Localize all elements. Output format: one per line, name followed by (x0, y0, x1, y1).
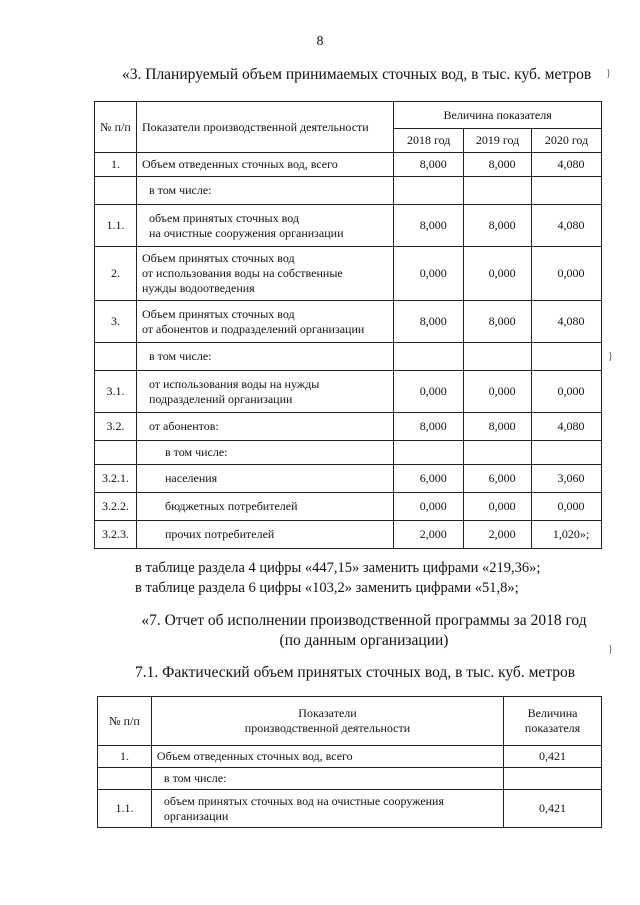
row-number: 3. (95, 301, 137, 343)
col-indicator-header: Показатели производственной деятельности (136, 102, 393, 153)
row-value: 8,000 (464, 301, 532, 343)
table-row (95, 441, 602, 465)
section7-subtitle-line: (по данным организации) (279, 632, 449, 649)
row-value: 1,020»; (532, 521, 602, 549)
indicator-line: прочих потребителей (164, 527, 275, 541)
row-value (464, 177, 532, 205)
section7-1-heading: 7.1. Фактический объем принятых сточных вод, в тыс. куб. метров (135, 664, 576, 681)
amendments (135, 558, 540, 598)
row-value: 8,000 (394, 153, 464, 177)
header-line: производственной деятельности (244, 721, 411, 735)
row-indicator (151, 790, 503, 828)
row-value: 0,000 (464, 493, 532, 521)
indicator-line: нужды водоотведения (141, 281, 255, 295)
actual-volume-table (97, 696, 602, 828)
header-line: Величина (527, 706, 578, 720)
row-value (394, 343, 464, 371)
row-value: 2,000 (394, 521, 464, 549)
indicator-line: бюджетных потребителей (164, 499, 298, 513)
row-indicator (136, 413, 393, 441)
indicator-line: от абонентов и подразделений организации (141, 321, 365, 336)
indicator-line: от абонентов: (148, 419, 219, 433)
row-value (532, 441, 602, 465)
row-number: 1.1. (98, 790, 152, 828)
indicator-line: в том числе: (148, 183, 212, 197)
row-value (394, 441, 464, 465)
row-indicator (136, 205, 393, 247)
table-row (95, 493, 602, 521)
row-value: 0,000 (464, 247, 532, 301)
amendment-line: в таблице раздела 4 цифры «447,15» заменить цифрами «219,36»; (135, 560, 541, 576)
col-indicator-header (151, 697, 503, 746)
table-row (95, 413, 602, 441)
row-value (464, 343, 532, 371)
header-line: Показатели (298, 706, 357, 720)
row-value (532, 177, 602, 205)
table-row (95, 521, 602, 549)
row-value: 0,421 (504, 746, 602, 768)
amendment-line: в таблице раздела 6 цифры «103,2» заменить цифрами «51,8»; (135, 580, 519, 596)
row-indicator (136, 465, 393, 493)
row-value: 4,080 (532, 205, 602, 247)
year-header: 2019 год (464, 129, 532, 153)
row-indicator (136, 371, 393, 413)
row-value (504, 768, 602, 790)
row-indicator (136, 301, 393, 343)
row-value: 0,000 (464, 371, 532, 413)
row-value: 8,000 (394, 413, 464, 441)
scan-speck: } (608, 351, 613, 362)
row-value: 4,080 (532, 301, 602, 343)
row-indicator (151, 746, 503, 768)
row-value: 0,421 (504, 790, 602, 828)
row-indicator (136, 493, 393, 521)
planned-volume-table (94, 101, 602, 549)
row-number: 3.2.2. (95, 493, 137, 521)
year-header: 2020 год (532, 129, 602, 153)
row-value (532, 343, 602, 371)
row-value: 0,000 (532, 247, 602, 301)
scan-speck: } (606, 68, 611, 79)
indicator-line: организации (163, 808, 229, 823)
section7-title-line: «7. Отчет об исполнении производственной программы за 2018 год (141, 612, 587, 629)
row-indicator (151, 768, 503, 790)
indicator-line: объем принятых сточных вод на очистные сооружения (163, 793, 445, 808)
indicator-line: населения (164, 471, 218, 485)
row-indicator (136, 177, 393, 205)
row-value (464, 441, 532, 465)
row-number: 3.1. (95, 371, 137, 413)
scan-speck: } (608, 644, 613, 655)
table-row (95, 247, 602, 301)
indicator-line: Объем принятых сточных вод (141, 251, 295, 265)
row-value: 4,080 (532, 413, 602, 441)
row-value: 3,060 (532, 465, 602, 493)
indicator-line: подразделений организации (148, 391, 293, 406)
table-row (95, 465, 602, 493)
header-line: показателя (524, 721, 581, 735)
row-number (95, 343, 137, 371)
row-number: 1. (98, 746, 152, 768)
row-number (95, 177, 137, 205)
table-row (95, 177, 602, 205)
row-number: 3.2.3. (95, 521, 137, 549)
row-value: 8,000 (394, 301, 464, 343)
row-indicator (136, 247, 393, 301)
row-number: 3.2. (95, 413, 137, 441)
row-value: 0,000 (394, 371, 464, 413)
indicator-line: от использования воды на собственные (141, 266, 343, 280)
year-header: 2018 год (394, 129, 464, 153)
indicator-line: в том числе: (164, 445, 228, 459)
row-number (98, 768, 152, 790)
indicator-line: в том числе: (148, 349, 212, 363)
row-number: 2. (95, 247, 137, 301)
table-row (95, 301, 602, 343)
row-value: 6,000 (464, 465, 532, 493)
row-indicator (136, 521, 393, 549)
indicator-line: Объем отведенных сточных вод, всего (156, 749, 353, 763)
row-value: 8,000 (464, 153, 532, 177)
row-number: 1.1. (95, 205, 137, 247)
row-number (95, 441, 137, 465)
indicator-line: на очистные сооружения организации (148, 225, 344, 240)
indicator-line: Объем принятых сточных вод (141, 306, 295, 321)
col-no-header: № п/п (98, 697, 152, 746)
row-indicator (136, 441, 393, 465)
row-number: 3.2.1. (95, 465, 137, 493)
table-row (95, 153, 602, 177)
col-no-header: № п/п (95, 102, 137, 153)
row-value (394, 177, 464, 205)
col-value-header: Величина показателя (394, 102, 602, 129)
table-row (98, 768, 602, 790)
row-value: 8,000 (464, 205, 532, 247)
row-value: 8,000 (394, 205, 464, 247)
indicator-line: объем принятых сточных вод (148, 210, 299, 225)
row-value: 0,000 (532, 493, 602, 521)
indicator-line: Объем отведенных сточных вод, всего (141, 157, 338, 171)
row-value: 8,000 (464, 413, 532, 441)
row-value: 2,000 (464, 521, 532, 549)
indicator-line: от использования воды на нужды (148, 376, 320, 391)
table-row (95, 371, 602, 413)
table-row (95, 343, 602, 371)
row-value: 6,000 (394, 465, 464, 493)
table-row (95, 205, 602, 247)
row-value: 0,000 (394, 247, 464, 301)
section7-title (0, 611, 640, 651)
section3-heading: «3. Планируемый объем принимаемых сточных вод, в тыс. куб. метров (122, 66, 592, 83)
row-value: 0,000 (394, 493, 464, 521)
row-value: 0,000 (532, 371, 602, 413)
row-value: 4,080 (532, 153, 602, 177)
row-indicator (136, 343, 393, 371)
row-indicator (136, 153, 393, 177)
table-row (98, 790, 602, 828)
col-value-header (504, 697, 602, 746)
indicator-line: в том числе: (163, 771, 227, 785)
row-number: 1. (95, 153, 137, 177)
page-number: 8 (316, 34, 324, 49)
table-row (98, 746, 602, 768)
